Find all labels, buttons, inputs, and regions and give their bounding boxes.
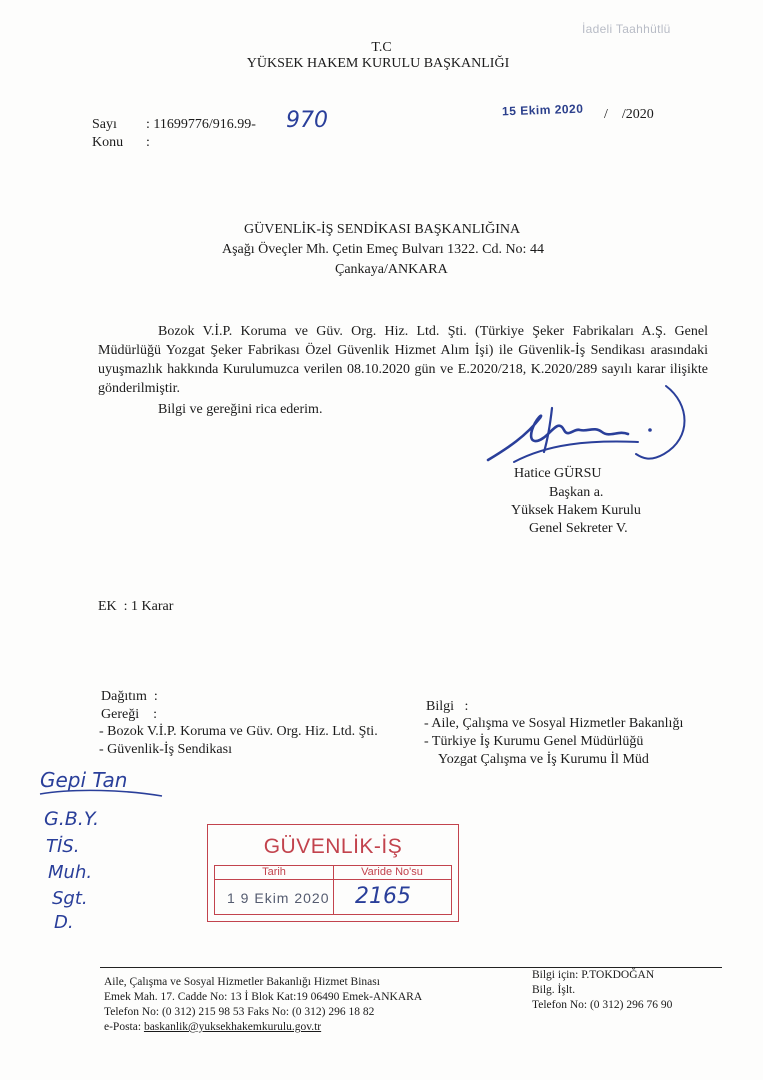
- geregi-item: - Bozok V.İ.P. Koruma ve Güv. Org. Hiz. Ltd. Şti.: [99, 724, 378, 739]
- bilgi-label: Bilgi :: [426, 699, 469, 714]
- footer-address-line: Aile, Çalışma ve Sosyal Hizmetler Bakanlığı Hizmet Binası: [104, 976, 380, 988]
- footer-address-line: Emek Mah. 17. Cadde No: 13 İ Blok Kat:19 06490 Emek-ANKARA: [104, 991, 423, 1003]
- sayi-label: Sayı: [92, 117, 117, 132]
- received-stamp-table: [214, 865, 452, 915]
- body-closing: Bilgi ve gereğini rica ederim.: [158, 402, 323, 417]
- signature-scribble: [478, 378, 698, 478]
- handwritten-note: Gepi Tan: [40, 768, 128, 792]
- footer-contact-line: Telefon No: (0 312) 296 76 90: [532, 999, 673, 1011]
- distribution-label: Dağıtım :: [101, 689, 158, 704]
- konu-label: Konu: [92, 135, 124, 150]
- received-stamp-org: GÜVENLİK-İŞ: [263, 835, 403, 858]
- signatory-name: Hatice GÜRSU: [514, 466, 602, 481]
- received-stamp: [207, 824, 459, 922]
- signatory-title-3: Genel Sekreter V.: [529, 521, 628, 536]
- bilgi-item: - Türkiye İş Kurumu Genel Müdürlüğü: [424, 734, 644, 749]
- date-year: / /2020: [604, 107, 654, 122]
- footer-contact-line: Bilgi için: P.TOKDOĞAN: [532, 969, 655, 981]
- registered-mail-stamp: İadeli Taahhütlü: [582, 22, 671, 36]
- sayi-handwritten-number: 970: [286, 108, 328, 133]
- signatory-title-1: Başkan a.: [549, 485, 604, 500]
- geregi-label: Gereği :: [101, 707, 157, 722]
- footer-email-label: e-Posta:: [104, 1021, 144, 1033]
- received-stamp-date: 1 9 Ekim 2020: [227, 890, 330, 906]
- handwritten-note: Sgt.: [52, 888, 88, 909]
- handwritten-note: D.: [54, 912, 74, 933]
- received-stamp-divider: [333, 866, 334, 914]
- footer-email-link[interactable]: baskanlik@yuksekhakemkurulu.gov.tr: [143, 1021, 322, 1033]
- footer-contact-line: Bilg. İşlt.: [532, 984, 576, 996]
- bilgi-item: Yozgat Çalışma ve İş Kurumu İl Müd: [438, 752, 649, 767]
- attachment-line: EK : 1 Karar: [98, 599, 174, 614]
- footer-email-row: [104, 1020, 321, 1034]
- body-paragraph: Bozok V.İ.P. Koruma ve Güv. Org. Hiz. Ltd. Şti. (Türkiye Şeker Fabrikaları A.Ş. Genel Müdürlüğü Yozgat Şeker Fabrikası Özel Güvenlik Hizmet Alım İşi) ile Güvenlik-İş Sendikası arasındaki uyuşmazlık hakkında Kurulumuzca verilen 08.10.2020 gün ve E.2020/218, K.2020/289 sayılı karar ilişikte gönderilmiştir.: [98, 324, 708, 396]
- recipient-title: GÜVENLİK-İŞ SENDİKASI BAŞKANLIĞINA: [244, 222, 521, 237]
- recipient-address-line1: Aşağı Öveçler Mh. Çetin Emeç Bulvarı 1322. Cd. No: 44: [222, 242, 544, 257]
- received-stamp-number: 2165: [355, 884, 411, 909]
- recipient-address-line2: Çankaya/ANKARA: [335, 262, 448, 277]
- konu-value: :: [146, 135, 150, 150]
- bilgi-item: - Aile, Çalışma ve Sosyal Hizmetler Bakanlığı: [424, 716, 684, 731]
- header-institution: YÜKSEK HAKEM KURULU BAŞKANLIĞI: [246, 56, 510, 71]
- handwritten-note: TİS.: [46, 836, 80, 857]
- handwritten-note: G.B.Y.: [44, 808, 100, 830]
- received-stamp-number-header: Varide No'su: [333, 866, 451, 880]
- signatory-title-2: Yüksek Hakem Kurulu: [511, 503, 641, 518]
- footer-address-line: Telefon No: (0 312) 215 98 53 Faks No: (0 312) 296 18 82: [104, 1006, 375, 1018]
- date-stamp: 15 Ekim 2020: [501, 101, 584, 119]
- handwritten-note: Muh.: [48, 862, 93, 883]
- handwritten-underline: [36, 786, 166, 800]
- geregi-item: - Güvenlik-İş Sendikası: [99, 742, 232, 757]
- received-stamp-date-header: Tarih: [215, 866, 333, 880]
- sayi-value: : 11699776/916.99-: [146, 117, 256, 132]
- header-country: T.C: [371, 40, 392, 55]
